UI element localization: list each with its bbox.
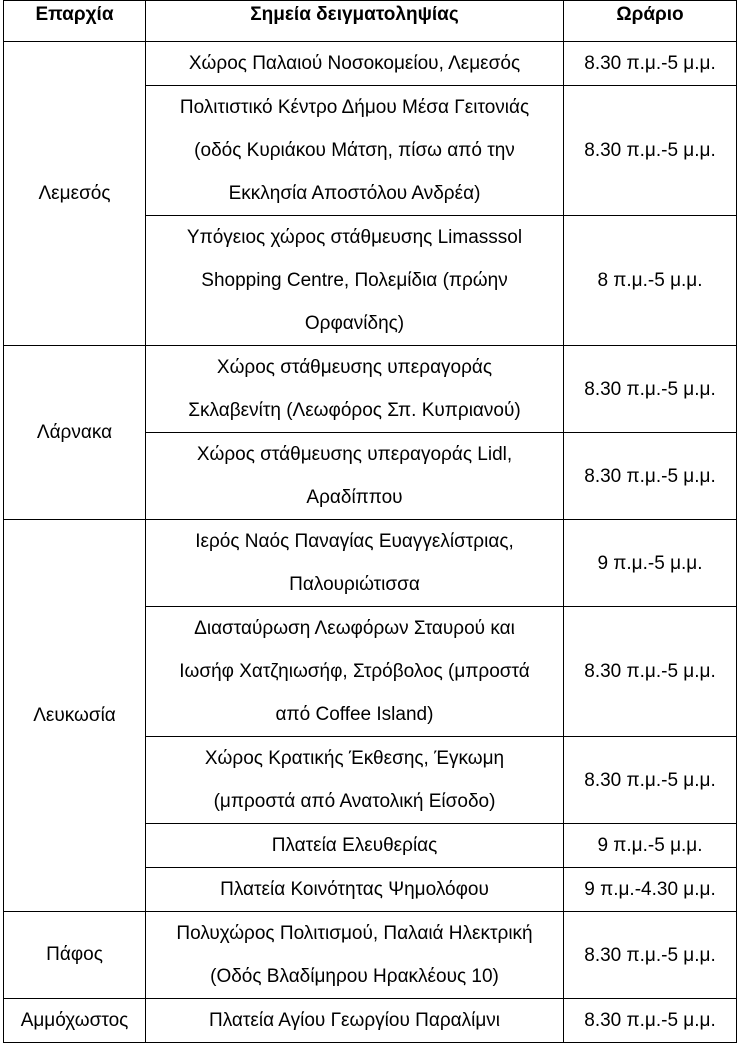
hours-cell: 8.30 π.μ.-5 μ.μ.: [564, 737, 737, 824]
location-line: Ορφανίδης): [304, 313, 405, 334]
location-line: Σκλαβενίτη (Λεωφόρος Σπ. Κυπριανού): [188, 400, 521, 421]
location-cell: [146, 216, 564, 346]
region-cell: Λάρνακα: [4, 346, 146, 520]
location-line: Εκκλησία Αποστόλου Ανδρέα): [228, 183, 481, 204]
location-line: Πλατεία Αγίου Γεωργίου Παραλίμνι: [208, 1010, 501, 1031]
location-line: (Οδός Βλαδίμηρου Ηρακλέους 10): [210, 966, 499, 987]
location-line: Διασταύρωση Λεωφόρων Σταυρού και: [194, 618, 515, 639]
hours-cell: 8.30 π.μ.-5 μ.μ.: [564, 42, 737, 86]
location-line: Παλουριώτισσα: [289, 574, 420, 595]
location-cell: [146, 868, 564, 912]
hours-cell: 8.30 π.μ.-5 μ.μ.: [564, 607, 737, 737]
location-line: από Coffee Island): [275, 704, 434, 725]
sampling-points-table: [3, 0, 737, 1043]
location-cell: [146, 86, 564, 216]
table-body: [4, 42, 737, 1043]
hours-cell: 9 π.μ.-5 μ.μ.: [564, 824, 737, 868]
table-row: [4, 520, 737, 607]
location-cell: [146, 824, 564, 868]
hours-cell: 9 π.μ.-5 μ.μ.: [564, 520, 737, 607]
region-cell: Λεμεσός: [4, 42, 146, 346]
location-line: (οδός Κυριάκου Μάτση, πίσω από την: [194, 140, 515, 161]
location-line: Υπόγειος χώρος στάθμευσης Limasssol: [186, 227, 523, 248]
hours-cell: 8 π.μ.-5 μ.μ.: [564, 216, 737, 346]
location-cell: [146, 520, 564, 607]
location-line: Πλατεία Κοινότητας Ψημολόφου: [220, 879, 489, 900]
table-row: [4, 912, 737, 999]
hours-cell: 8.30 π.μ.-5 μ.μ.: [564, 999, 737, 1043]
hours-cell: 8.30 π.μ.-5 μ.μ.: [564, 433, 737, 520]
region-cell: Πάφος: [4, 912, 146, 999]
location-line: Πολιτιστικό Κέντρο Δήμου Μέσα Γειτονιάς: [179, 97, 530, 118]
location-line: Πολυχώρος Πολιτισμού, Παλαιά Ηλεκτρική: [176, 923, 533, 944]
region-cell: Λευκωσία: [4, 520, 146, 912]
location-line: Χώρος στάθμευσης υπεραγοράς: [216, 357, 493, 378]
location-cell: [146, 42, 564, 86]
location-line: Αραδίππου: [306, 487, 403, 508]
hours-cell: 8.30 π.μ.-5 μ.μ.: [564, 346, 737, 433]
hours-cell: 9 π.μ.-4.30 μ.μ.: [564, 868, 737, 912]
header-location: Σημεία δειγματοληψίας: [146, 1, 564, 42]
hours-cell: 8.30 π.μ.-5 μ.μ.: [564, 86, 737, 216]
location-line: Πλατεία Ελευθερίας: [271, 835, 438, 856]
region-cell: Αμμόχωστος: [4, 999, 146, 1043]
hours-cell: 8.30 π.μ.-5 μ.μ.: [564, 912, 737, 999]
location-line: Χώρος Κρατικής Έκθεσης, Έγκωμη: [204, 748, 505, 769]
table-row: [4, 346, 737, 433]
location-cell: [146, 433, 564, 520]
location-line: Χώρος στάθμευσης υπεραγοράς Lidl,: [196, 444, 513, 465]
location-line: Ιωσήφ Χατζηιωσήφ, Στρόβολος (μπροστά: [179, 661, 530, 682]
location-cell: [146, 737, 564, 824]
header-region: Επαρχία: [4, 1, 146, 42]
location-cell: [146, 346, 564, 433]
location-cell: [146, 999, 564, 1043]
location-cell: [146, 912, 564, 999]
location-cell: [146, 607, 564, 737]
location-line: Χώρος Παλαιού Νοσοκομείου, Λεμεσός: [188, 53, 521, 74]
location-line: Ιερός Ναός Παναγίας Ευαγγελίστριας,: [195, 531, 514, 552]
table-row: [4, 999, 737, 1043]
header-hours: Ωράριο: [564, 1, 737, 42]
table-row: [4, 42, 737, 86]
location-line: Shopping Centre, Πολεμίδια (πρώην: [201, 270, 508, 291]
location-line: (μπροστά από Ανατολική Είσοδο): [213, 791, 496, 812]
header-row: [4, 1, 737, 42]
